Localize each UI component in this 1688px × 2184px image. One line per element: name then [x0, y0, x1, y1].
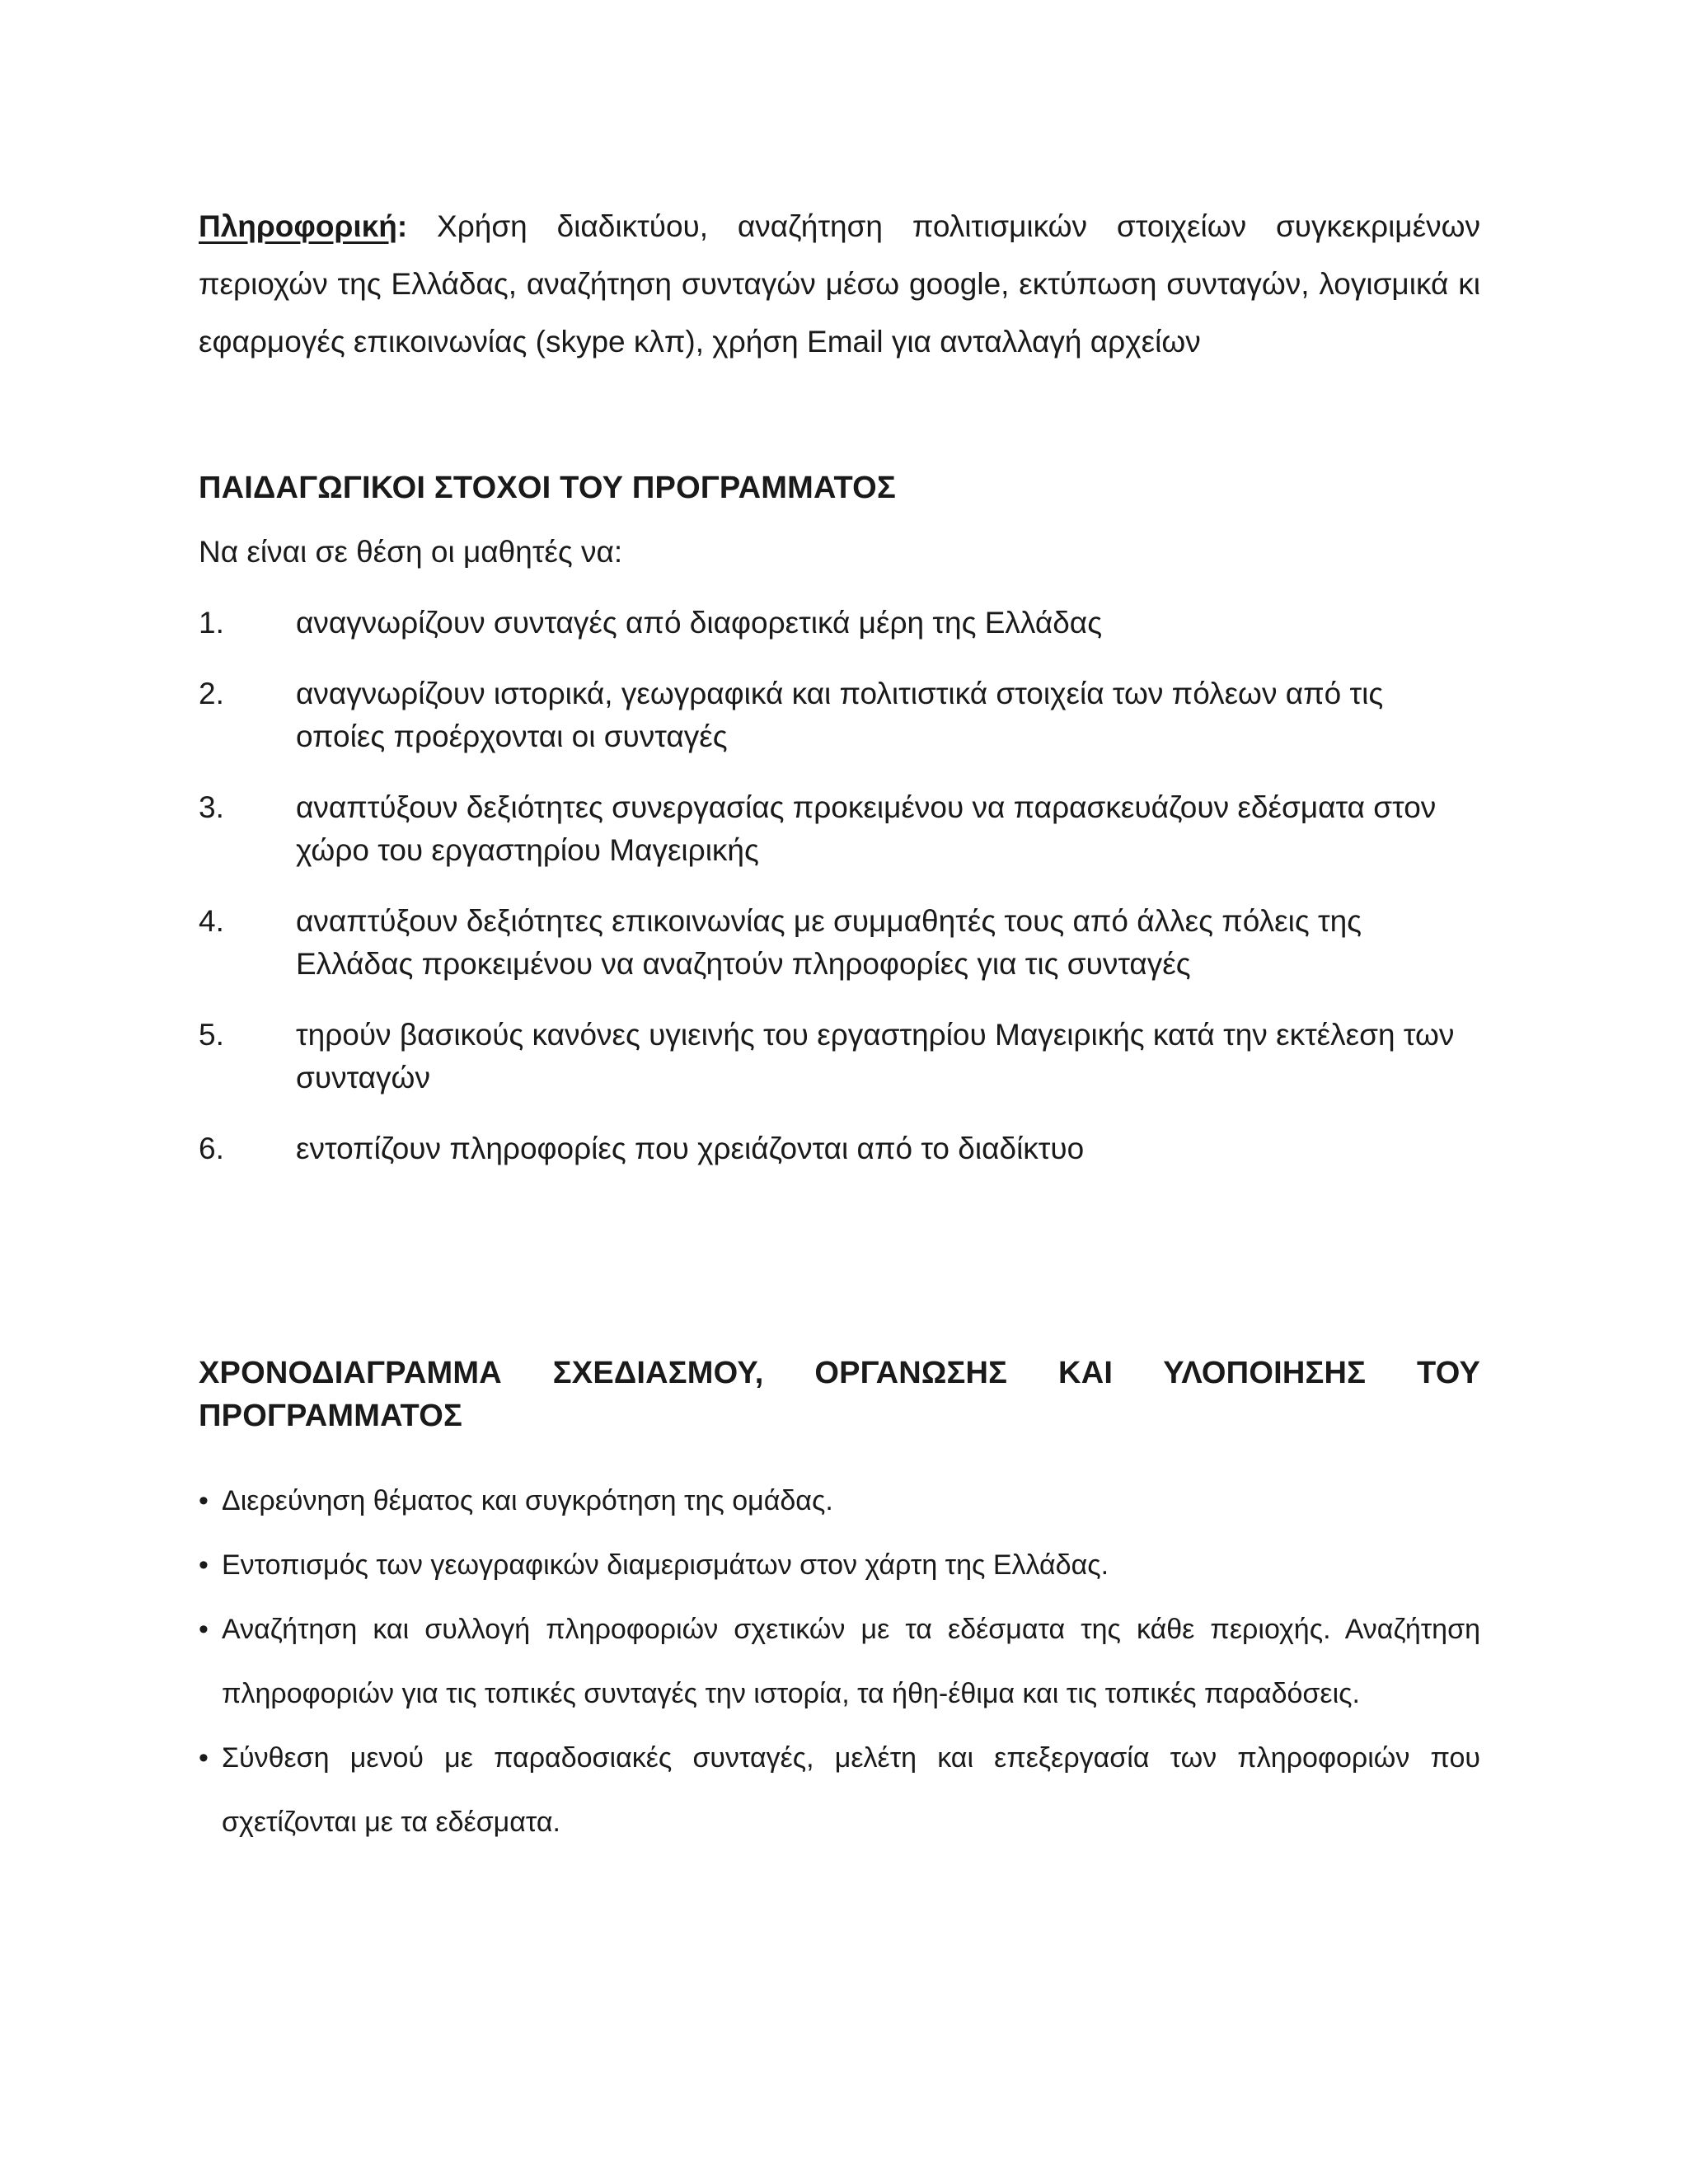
schedule-list [199, 1469, 1480, 1854]
goal-number: 5. [199, 1018, 224, 1052]
goal-text: εντοπίζουν πληροφορίες που χρειάζονται από το διαδίκτυο [296, 1132, 1085, 1165]
goal-text: αναγνωρίζουν συνταγές από διαφορετικά μέρη της Ελλάδας [296, 606, 1103, 640]
goal-text: αναπτύξουν δεξιότητες επικοινωνίας με συμμαθητές τους από άλλες πόλεις της Ελλάδας προκειμένου να αναζητούν πληροφορίες για τις συνταγές [296, 904, 1362, 981]
schedule-text: Εντοπισμός των γεωγραφικών διαμερισμάτων στον χάρτη της Ελλάδας. [222, 1549, 1109, 1581]
goal-item [199, 786, 1480, 872]
goal-text: αναπτύξουν δεξιότητες συνεργασίας προκειμένου να παρασκευάζουν εδέσματα στον χώρο του εργαστηρίου Μαγειρικής [296, 790, 1437, 867]
goal-number: 6. [199, 1132, 224, 1165]
schedule-text: Σύνθεση μενού με παραδοσιακές συνταγές, μελέτη και επεξεργασία των πληροφοριών που σχετίζονται με τα εδέσματα. [222, 1742, 1480, 1838]
goal-item [199, 602, 1480, 644]
goal-number: 4. [199, 904, 224, 938]
goals-list [199, 602, 1480, 1170]
bullet-icon: • [199, 1614, 209, 1645]
goal-item [199, 673, 1480, 758]
goal-text: τηρούν βασικούς κανόνες υγιεινής του εργαστηρίου Μαγειρικής κατά την εκτέλεση των συνταγών [296, 1018, 1455, 1094]
schedule-item [199, 1533, 1480, 1597]
bullet-icon: • [199, 1485, 209, 1516]
goal-item [199, 1014, 1480, 1099]
schedule-text: Διερεύνηση θέματος και συγκρότηση της ομάδας. [222, 1485, 833, 1516]
goal-item [199, 1127, 1480, 1170]
goals-lead: Να είναι σε θέση οι μαθητές να: [199, 535, 623, 569]
informatics-text: Χρήση διαδικτύου, αναζήτηση πολιτισμικών στοιχείων συγκεκριμένων περιοχών της Ελλάδας, αναζήτηση συνταγών μέσω google, εκτύπωση συνταγών, λογισμικά κι εφαρμογές επικοινωνίας (skype κλπ), χρήση Email για ανταλλαγή αρχείων [199, 209, 1480, 359]
goal-number: 3. [199, 790, 224, 824]
informatics-paragraph [199, 198, 1480, 371]
schedule-heading: ΧΡΟΝΟΔΙΑΓΡΑΜΜΑ ΣΧΕΔΙΑΣΜΟΥ, ΟΡΓΑΝΩΣΗΣ ΚΑΙ ΥΛΟΠΟΙΗΣΗΣ ΤΟΥ ΠΡΟΓΡΑΜΜΑΤΟΣ [199, 1356, 1480, 1433]
goal-number: 2. [199, 677, 224, 710]
goal-text: αναγνωρίζουν ιστορικά, γεωγραφικά και πολιτιστικά στοιχεία των πόλεων από τις οποίες προέρχονται οι συνταγές [296, 677, 1384, 753]
page-content [199, 198, 1480, 1854]
goals-heading: ΠΑΙΔΑΓΩΓΙΚΟΙ ΣΤΟΧΟΙ ΤΟΥ ΠΡΟΓΡΑΜΜΑΤΟΣ [199, 471, 896, 505]
bullet-icon: • [199, 1742, 209, 1774]
schedule-item [199, 1726, 1480, 1854]
informatics-label: Πληροφορική [199, 209, 397, 243]
schedule-item [199, 1469, 1480, 1533]
informatics-colon: : [396, 209, 408, 243]
schedule-text: Αναζήτηση και συλλογή πληροφοριών σχετικών με τα εδέσματα της κάθε περιοχής. Αναζήτηση πληροφοριών για τις τοπικές συνταγές την ιστορία, τα ήθη-έθιμα και τις τοπικές παραδόσεις. [222, 1614, 1480, 1709]
bullet-icon: • [199, 1549, 209, 1581]
goal-item [199, 900, 1480, 986]
schedule-item [199, 1597, 1480, 1726]
goal-number: 1. [199, 606, 224, 640]
